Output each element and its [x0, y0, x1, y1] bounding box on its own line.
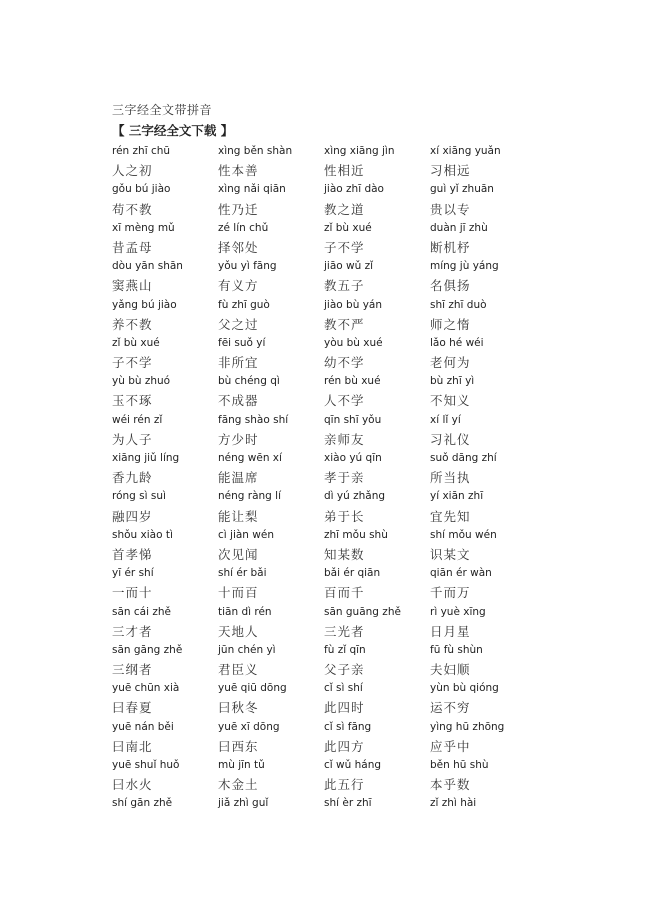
hanzi-cell: 教不严 — [324, 316, 365, 332]
hanzi-cell: 曰西东 — [218, 738, 259, 754]
pinyin-cell: shí èr zhī — [324, 797, 372, 810]
pinyin-cell: tiān dì rén — [218, 605, 272, 618]
hanzi-cell: 识某文 — [430, 546, 471, 562]
pinyin-cell: shí mǒu wén — [430, 528, 497, 541]
hanzi-cell: 君臣义 — [218, 662, 259, 678]
pinyin-cell: xí xiāng yuǎn — [430, 145, 501, 157]
pinyin-cell: rì yuè xīng — [430, 605, 486, 618]
hanzi-cell: 昔孟母 — [112, 239, 153, 255]
pinyin-cell: zǐ bù xué — [112, 336, 160, 349]
pinyin-cell: lǎo hé wéi — [430, 336, 484, 349]
hanzi-cell: 能温席 — [218, 470, 259, 486]
hanzi-cell: 运不穷 — [430, 700, 471, 716]
hanzi-cell: 性本善 — [218, 163, 259, 179]
pinyin-cell: shǒu xiào tì — [112, 528, 173, 541]
pinyin-cell: xiāng jiǔ líng — [112, 452, 180, 464]
hanzi-cell: 能让梨 — [218, 508, 259, 524]
hanzi-cell: 三光者 — [324, 623, 365, 639]
hanzi-cell: 所当执 — [430, 470, 471, 486]
hanzi-cell: 此五行 — [324, 777, 365, 793]
pinyin-cell: xí lǐ yí — [430, 413, 461, 426]
hanzi-cell: 曰南北 — [112, 738, 153, 754]
hanzi-cell: 父子亲 — [324, 662, 365, 678]
hanzi-cell: 幼不学 — [324, 355, 365, 371]
pinyin-cell: róng sì suì — [112, 490, 166, 503]
hanzi-cell: 一而十 — [112, 585, 153, 601]
pinyin-cell: cì jiàn wén — [218, 528, 274, 541]
pinyin-cell: néng wēn xí — [218, 452, 282, 464]
hanzi-cell: 弟于长 — [324, 508, 365, 524]
pinyin-cell: xiào yú qīn — [324, 452, 382, 464]
hanzi-cell: 有义方 — [218, 278, 259, 294]
hanzi-cell: 玉不琢 — [112, 393, 153, 409]
hanzi-cell: 应乎中 — [430, 738, 471, 754]
pinyin-cell: cǐ sì shí — [324, 682, 363, 695]
hanzi-cell: 知某数 — [324, 546, 365, 562]
hanzi-cell: 此四方 — [324, 738, 365, 754]
hanzi-cell: 不成器 — [218, 393, 259, 409]
document-title: 三字经全文带拼音 — [112, 103, 213, 117]
pinyin-cell: xī mèng mǔ — [112, 221, 175, 234]
pinyin-cell: néng ràng lí — [218, 490, 282, 503]
hanzi-cell: 为人子 — [112, 431, 153, 447]
pinyin-cell: jiào bù yán — [324, 298, 382, 311]
pinyin-cell: dòu yān shān — [112, 260, 183, 273]
hanzi-cell: 断机杼 — [430, 239, 471, 255]
hanzi-cell: 孝于亲 — [324, 470, 365, 486]
pinyin-cell: xìng nǎi qiān — [218, 183, 286, 196]
pinyin-cell: shī zhī duò — [430, 298, 487, 311]
hanzi-cell: 曰水火 — [112, 777, 153, 793]
pinyin-cell: bù zhī yì — [430, 375, 475, 388]
pinyin-cell: yǎng bú jiào — [112, 298, 177, 311]
hanzi-cell: 宜先知 — [430, 508, 471, 524]
hanzi-cell: 养不教 — [112, 316, 153, 332]
hanzi-cell: 三纲者 — [112, 662, 153, 678]
pinyin-cell: yùn bù qióng — [430, 682, 499, 695]
pinyin-cell: yuē qiū dōng — [218, 682, 287, 695]
document-subtitle: 【 三字经全文下载 】 — [112, 123, 234, 138]
pinyin-cell: běn hū shù — [430, 759, 489, 771]
pinyin-cell: wéi rén zǐ — [112, 413, 163, 426]
pinyin-cell: bǎi ér qiān — [324, 567, 381, 580]
hanzi-cell: 本乎数 — [430, 777, 471, 793]
pinyin-cell: shí ér bǎi — [218, 567, 267, 580]
hanzi-cell: 非所宜 — [218, 355, 259, 371]
hanzi-cell: 曰春夏 — [112, 700, 153, 716]
hanzi-cell: 夫妇顺 — [430, 662, 471, 678]
pinyin-cell: sān guāng zhě — [324, 605, 401, 618]
pinyin-cell: yìng hū zhōng — [430, 720, 505, 733]
hanzi-cell: 三才者 — [112, 623, 153, 639]
pinyin-cell: sān gāng zhě — [112, 643, 183, 656]
hanzi-cell: 师之惰 — [430, 316, 471, 332]
hanzi-cell: 曰秋冬 — [218, 700, 259, 716]
pinyin-cell: yí xiān zhī — [430, 490, 484, 503]
pinyin-cell: sān cái zhě — [112, 605, 171, 618]
pinyin-cell: dì yú zhǎng — [324, 490, 386, 503]
pinyin-cell: fū fù shùn — [430, 643, 483, 656]
hanzi-cell: 苟不教 — [112, 201, 153, 217]
pinyin-cell: yuē shuǐ huǒ — [112, 759, 180, 771]
pinyin-cell: yuē xī dōng — [218, 720, 280, 733]
pinyin-cell: yuē chūn xià — [112, 682, 180, 695]
pinyin-cell: qiān ér wàn — [430, 567, 492, 580]
hanzi-cell: 性相近 — [324, 163, 365, 179]
pinyin-cell: jiào zhī dào — [324, 183, 384, 196]
pinyin-cell: yòu bù xué — [324, 336, 383, 349]
text-grid — [112, 142, 542, 814]
pinyin-cell: yuē nán běi — [112, 720, 174, 733]
pinyin-cell: cǐ sì fāng — [324, 720, 372, 733]
pinyin-cell: jūn chén yì — [218, 643, 276, 656]
pinyin-cell: yù bù zhuó — [112, 375, 171, 388]
hanzi-cell: 教五子 — [324, 278, 365, 294]
pinyin-cell: duàn jī zhù — [430, 221, 488, 234]
hanzi-cell: 香九龄 — [112, 470, 153, 486]
pinyin-cell: yǒu yì fāng — [218, 260, 277, 273]
hanzi-cell: 老何为 — [430, 355, 471, 371]
pinyin-cell: rén bù xué — [324, 375, 381, 388]
hanzi-cell: 教之道 — [324, 201, 365, 217]
pinyin-cell: rén zhī chū — [112, 145, 171, 157]
hanzi-cell: 十而百 — [218, 585, 259, 601]
pinyin-cell: jiǎ zhì guǐ — [218, 797, 269, 810]
hanzi-cell: 择邻处 — [218, 239, 259, 255]
hanzi-cell: 名俱扬 — [430, 278, 471, 294]
pinyin-cell: guì yǐ zhuān — [430, 183, 494, 196]
pinyin-cell: bù chéng qì — [218, 375, 280, 388]
pinyin-cell: fù zǐ qīn — [324, 643, 366, 656]
pinyin-cell: zǐ zhì hài — [430, 797, 477, 810]
hanzi-cell: 子不学 — [112, 355, 153, 371]
hanzi-cell: 贵以专 — [430, 201, 471, 217]
hanzi-cell: 习相远 — [430, 163, 471, 179]
pinyin-cell: fāng shào shí — [218, 413, 289, 426]
hanzi-cell: 不知义 — [430, 393, 471, 409]
hanzi-cell: 习礼仪 — [430, 431, 471, 447]
pinyin-cell: zhī mǒu shù — [324, 528, 388, 541]
hanzi-cell: 首孝悌 — [112, 546, 153, 562]
pinyin-cell: mù jīn tǔ — [218, 759, 265, 771]
hanzi-cell: 百而千 — [324, 585, 365, 601]
pinyin-cell: zǐ bù xué — [324, 221, 372, 234]
hanzi-cell: 父之过 — [218, 316, 259, 332]
pinyin-cell: qīn shī yǒu — [324, 413, 382, 426]
pinyin-cell: zé lín chǔ — [218, 221, 269, 234]
pinyin-cell: shí gān zhě — [112, 797, 173, 810]
pinyin-cell: gǒu bú jiào — [112, 183, 171, 196]
hanzi-cell: 子不学 — [324, 239, 365, 255]
hanzi-cell: 千而万 — [430, 585, 471, 601]
pinyin-cell: míng jù yáng — [430, 260, 499, 273]
hanzi-cell: 木金土 — [218, 777, 259, 793]
pinyin-cell: xìng xiāng jìn — [324, 145, 395, 157]
pinyin-cell: jiāo wǔ zǐ — [324, 260, 374, 273]
hanzi-cell: 窦燕山 — [112, 278, 153, 294]
hanzi-cell: 天地人 — [218, 623, 259, 639]
hanzi-cell: 日月星 — [430, 623, 471, 639]
hanzi-cell: 人不学 — [324, 393, 365, 409]
hanzi-cell: 方少时 — [218, 431, 259, 447]
hanzi-cell: 亲师友 — [324, 431, 365, 447]
hanzi-cell: 人之初 — [112, 163, 153, 179]
pinyin-cell: xìng běn shàn — [218, 145, 293, 157]
hanzi-cell: 次见闻 — [218, 546, 259, 562]
pinyin-cell: cǐ wǔ háng — [324, 759, 382, 771]
pinyin-cell: fù zhī guò — [218, 298, 270, 311]
pinyin-cell: yī ér shí — [112, 567, 154, 580]
hanzi-cell: 性乃迁 — [218, 201, 259, 217]
pinyin-cell: fēi suǒ yí — [218, 336, 266, 349]
hanzi-cell: 此四时 — [324, 700, 365, 716]
pinyin-cell: suǒ dāng zhí — [430, 452, 497, 464]
hanzi-cell: 融四岁 — [112, 508, 153, 524]
